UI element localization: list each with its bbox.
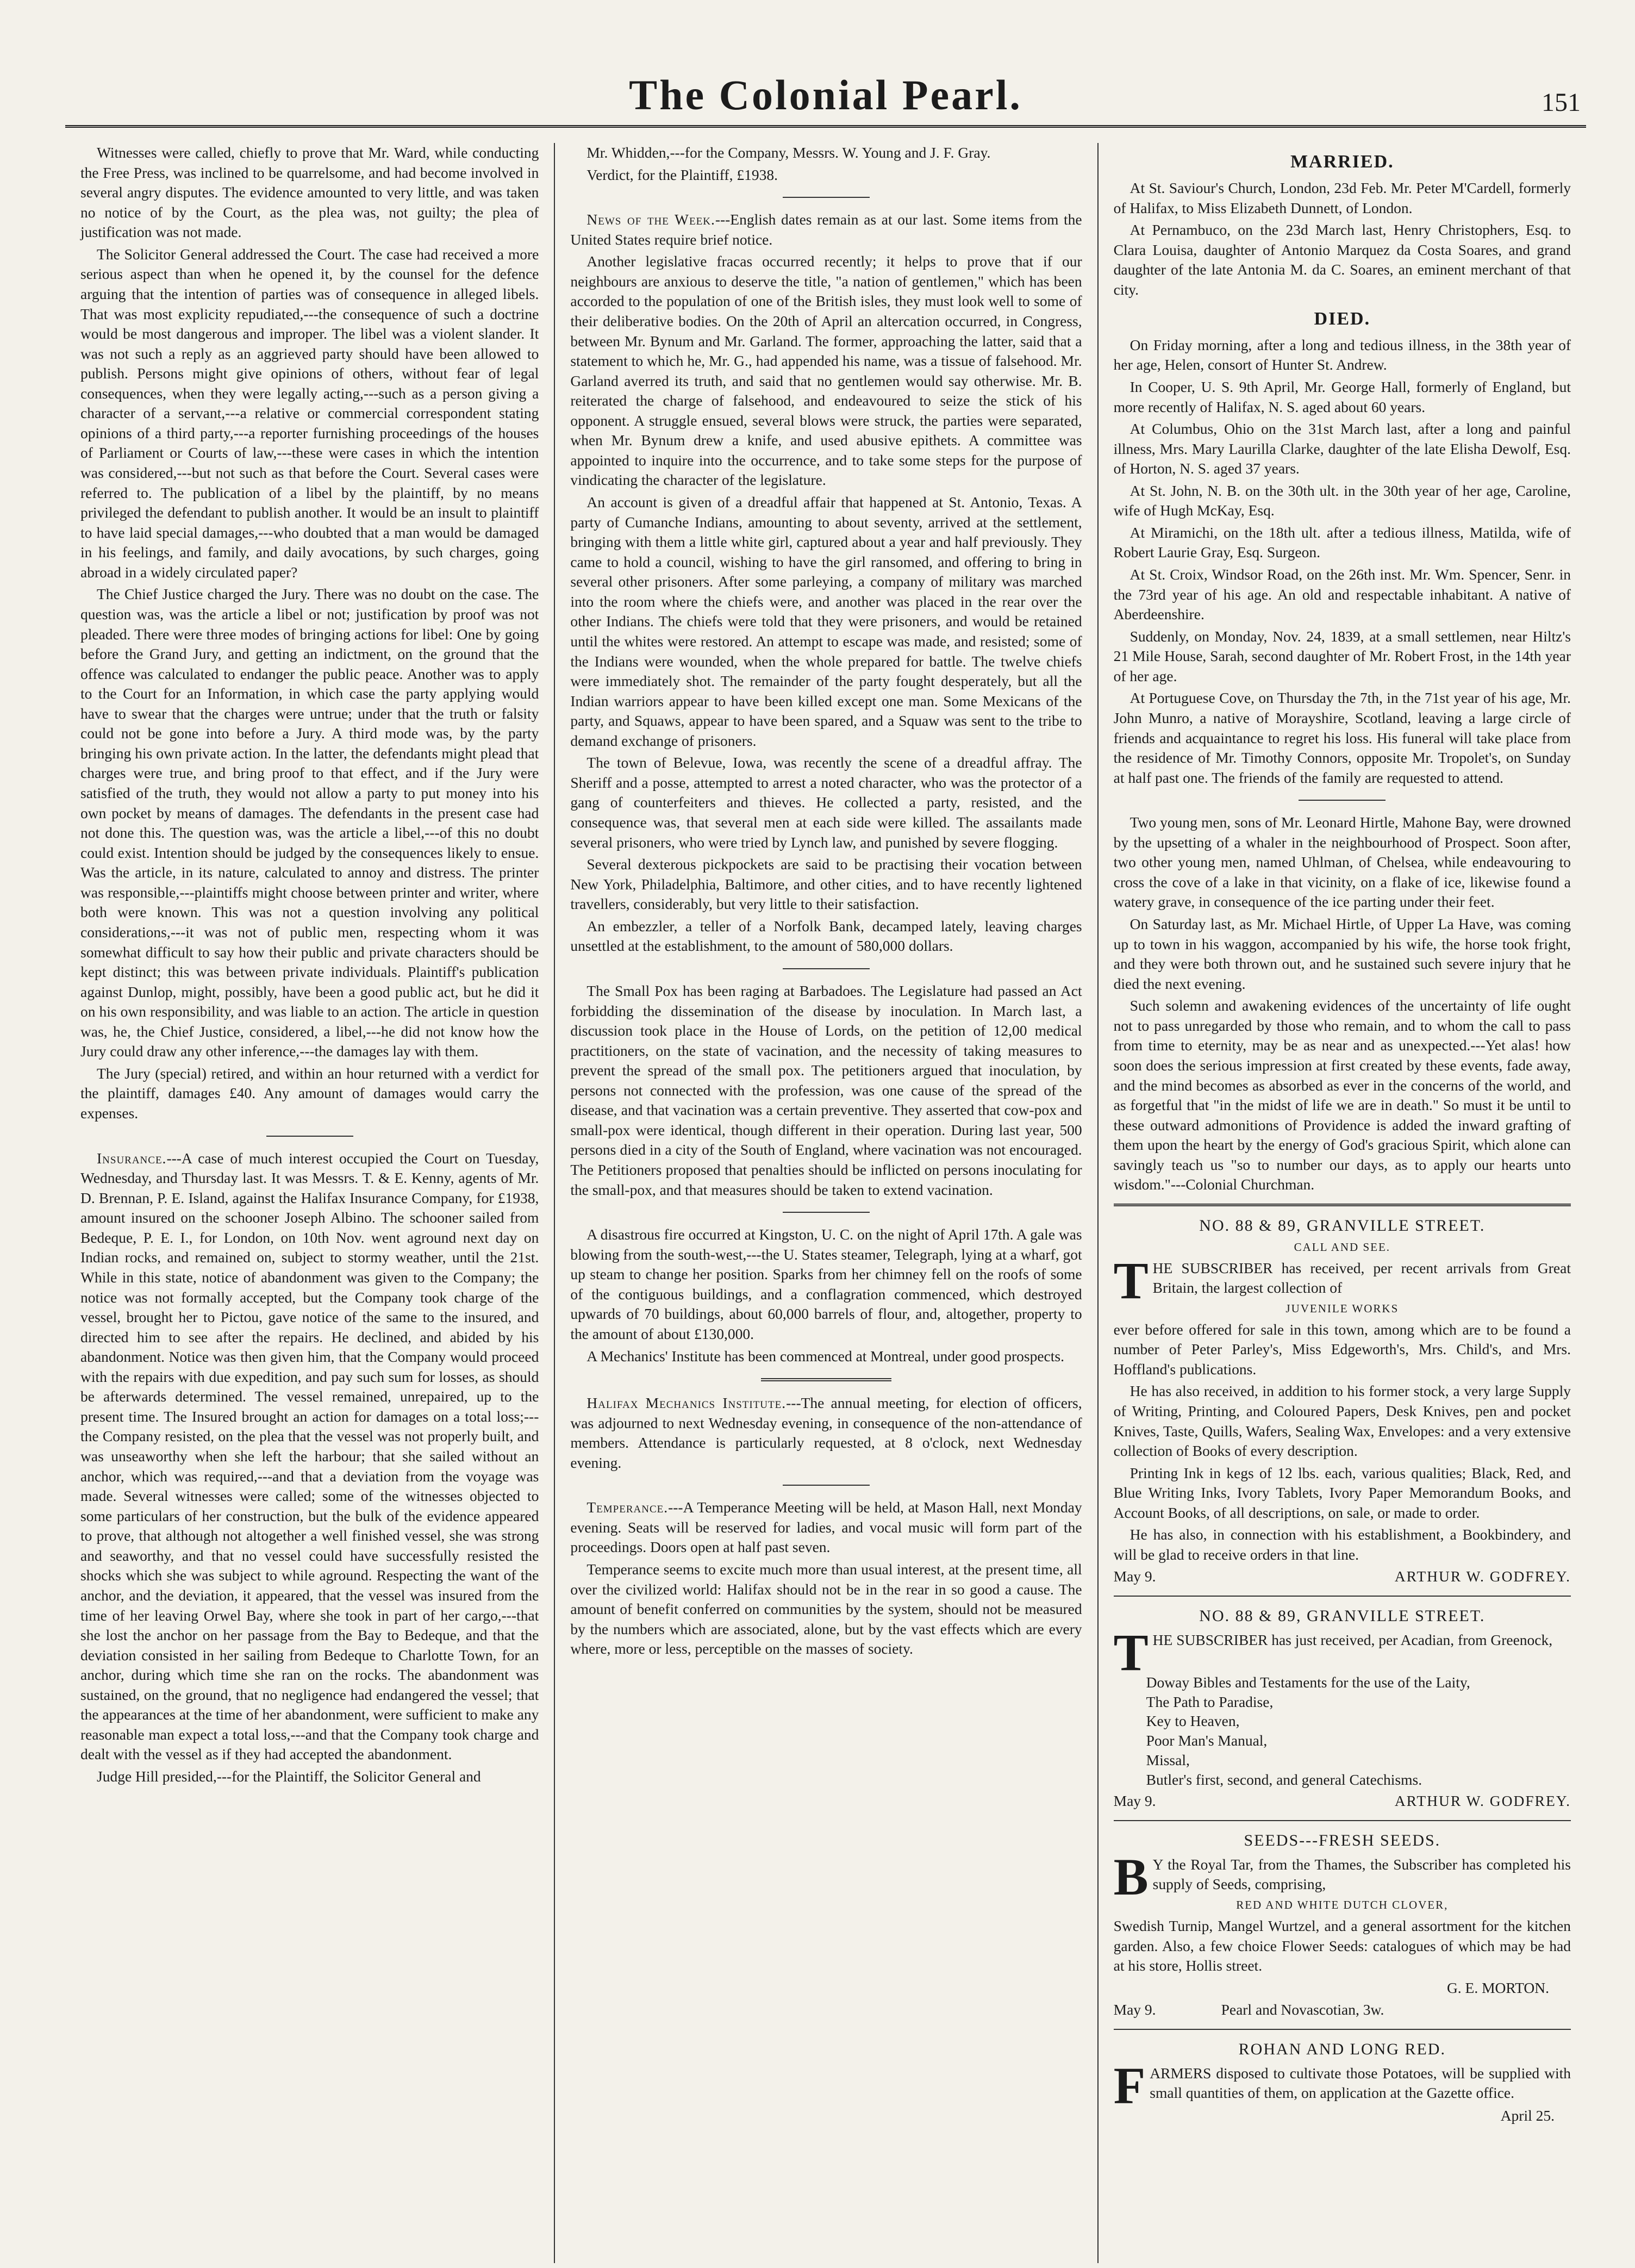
- paragraph: Verdict, for the Plaintiff, £1938.: [586, 166, 778, 183]
- article-heading: Halifax Mechanics Institute.: [586, 1394, 787, 1412]
- drop-cap: F: [1113, 2056, 1146, 2115]
- ad-paragraph: He has also received, in addition to his former stock, a very large Supply of Writing, Printing, and Coloured Papers, Desk Knives, pen and pocket Knives, Taste, Quills, Wafers, Sealing Wax, Envelopes: and a very extensive collection of Books of every description.: [1113, 1382, 1571, 1460]
- drop-cap: T: [1113, 1251, 1149, 1310]
- ad-heading: NO. 88 & 89, GRANVILLE STREET.: [1199, 1216, 1486, 1235]
- section-divider: [1114, 1204, 1571, 1206]
- article-heading: News of the Week.: [586, 211, 715, 228]
- paragraph: A disastrous fire occurred at Kingston, U. C. on the night of April 17th. A gale was blowing from the south-west,---the U. States steamer, Telegraph, lying at a wharf, got up steam to change her position. Sparks from her chimney fell on the roofs of some of the contiguous buildings, and a conflagration commenced, which destroyed upwards of 70 buildings, about 60,000 barrels of flour, and, altogether, property to the amount of about £130,000.: [570, 1226, 1082, 1342]
- book-list: [1146, 1673, 1571, 1790]
- notice: At Columbus, Ohio on the 31st March last, after a long and painful illness, Mrs. Mary Laurilla Clarke, daughter of the late Elisha Dewolf, Esq. of Horton, N. S. aged 37 years.: [1113, 420, 1571, 477]
- ad-subheading: JUVENILE WORKS: [1285, 1301, 1399, 1315]
- masthead: [65, 60, 1586, 128]
- paragraph: Two young men, sons of Mr. Leonard Hirtle, Mahone Bay, were drowned by the upsetting of a whaler in the neighbourhood of Prospect. Soon after, two other young men, named Uhlman, of Chelsea, while endeavouring to cross the cove of a lake in that vicinity, on a flake of ice, likewise found a watery grave, in consequence of the ice parting under their feet.: [1113, 814, 1571, 911]
- ad-advertiser: ARTHUR W. GODFREY.: [1394, 1792, 1571, 1810]
- list-item: Butler's first, second, and general Catechisms.: [1146, 1771, 1422, 1788]
- columns: [65, 143, 1586, 2263]
- ad-paragraph: [1113, 1623, 1571, 1681]
- article-mechanics-institute: [570, 1393, 1082, 1473]
- section-divider: [1114, 1596, 1571, 1597]
- paragraph: Mr. Whidden,---for the Company, Messrs. W. Young and J. F. Gray.: [586, 144, 991, 161]
- paragraph: A Mechanics' Institute has been commenced at Montreal, under good prospects.: [586, 1347, 1064, 1364]
- section-divider: [783, 1485, 870, 1486]
- article-body: ---A case of much interest occupied the Court on Tuesday, Wednesday, and Thursday last. It was Messrs. T. & E. Kenny, agents of Mr. D. Brennan, P. E. Island, against the Halifax Insurance Company, for £1938, amount insured on the schooner Joseph Albino. The schooner sailed from Bedeque, P. E. I., for London, on 10th Nov. went aground next day on Indian rocks, and remained on, subject to stormy weather, until the 21st. While in this state, notice of abandonment was given to the Company; the notice was not formally accepted, but the Company took charge of the vessel, brought her to Pictou, gave notice of the same to the insured, and directed him to see after the repairs. He declined, and abided by his abandonment. Notice was then given him, that the Company would proceed with the repairs with due expedition, and pay such sum for losses, as should be afterwards determined. The vessel remained, unrepaired, up to the present time. The Insured brought an action for damages on a total loss;---the Company resisted, on the plea that the vessel was not properly built, and was unseaworthy when she left the harbour; that she sailed without an anchor, which was required,---and that a deviation from the voyage was made. Several witnesses were called; some of the witnesses objected to some particulars of her construction, but the bulk of the evidence appeared to prove, that although not altogether a well finished vessel, she was strong and seaworthy, and that no vessel could have successfully resisted the shocks which she was subject to while aground. Respecting the want of the anchor, and the deviation, it appeared, that the vessel was insured from the time of her leaving Orwel Bay, where she took in part of her cargo,---that she lost the anchor on her passage from the Bay to Bedeque, and that the deviation consisted in her sailing from Bedeque to Charlotte Town, for an anchor, during which time she ran on the rocks. The abandonment was sustained, on the ground, that no negligence had endangered the vessel; that the appearances at the time of her abandonment, were sufficient to make any reasonable man expect a total loss,---and that the Company took charge and dealt with the vessel as if they had accepted the abandonment.: [80, 1149, 539, 1763]
- ad-date: April 25.: [1500, 2107, 1555, 2124]
- paragraph: Such solemn and awakening evidences of the uncertainty of life ought not to pass unregarded by those who remain, and to whom the call to pass from time to eternity, may be as near and as unexpected.---Yet alas! how soon does the serious impression at first created by these events, fade away, and the mind becomes as absorbed as ever in the concerns of the world, and as forgetful that "in the midst of life we are in death." So must it be until to these outward admonitions of Providence is added the inward grafting of them upon the heart by the energy of God's gracious Spirit, which alone can savingly teach us "so to number our days, as to apply our hearts unto wisdom."---Colonial Churchman.: [1113, 997, 1571, 1193]
- list-item: Missal,: [1146, 1751, 1190, 1768]
- ad-paragraph: He has also, in connection with his establishment, a Bookbindery, and will be glad to receive orders in that line.: [1113, 1526, 1571, 1563]
- ad-subheading: RED AND WHITE DUTCH CLOVER,: [1236, 1898, 1449, 1912]
- notice: At St. Saviour's Church, London, 23d Feb. Mr. Peter M'Cardell, formerly of Halifax, to Miss Elizabeth Dunnett, of London.: [1113, 179, 1571, 216]
- advertisement-godfrey-bibles: [1114, 1605, 1571, 1811]
- advertisement-godfrey-juvenile: [1114, 1215, 1571, 1587]
- paragraph: The Small Pox has been raging at Barbadoes. The Legislature had passed an Act forbidding the dissemination of the disease by inoculation. In March last, a discussion took place in the House of Lords, on the petition of 12,00 medical practitioners, on the state of vacination, and the necessity of taking measures to prevent the spread of the small pox. The petitioners argued that inoculation, by persons not connected with the profession, was one cause of the spread of the disease, and that vacination was a certain preventive. They asserted that cow-pox and small-pox were identical, though different in their operation. During last year, 500 persons died in a city of the South of England, where vacination was not encouraged. The Petitioners proposed that penalties should be inflicted on persons inoculating for the small-pox, and that measures should be taken to extend vacination.: [570, 982, 1082, 1198]
- article-body: ---English dates remain as at our last. Some items from the United States require brief notice.: [570, 211, 1082, 248]
- drop-cap: T: [1113, 1623, 1149, 1681]
- article-heading: Insurance.: [97, 1149, 167, 1167]
- ad-text: ARMERS disposed to cultivate those Potatoes, will be supplied with small quantities of them, on application at the Gazette office.: [1150, 2064, 1571, 2102]
- paragraph: An embezzler, a teller of a Norfolk Bank, decamped lately, leaving charges unsettled at the establishment, to the amount of 580,000 dollars.: [570, 917, 1082, 955]
- article-insurance: [80, 1149, 539, 1765]
- ad-heading: ROHAN AND LONG RED.: [1238, 2040, 1446, 2058]
- ad-date: May 9.: [1113, 1568, 1156, 1585]
- section-divider: [266, 1136, 353, 1137]
- ad-subheading: CALL AND SEE.: [1294, 1240, 1391, 1254]
- notice: Suddenly, on Monday, Nov. 24, 1839, at a small settlemen, near Hiltz's 21 Mile House, Sarah, second daughter of Mr. Robert Frost, in the 14th year of her age.: [1113, 627, 1571, 684]
- notice: At Pernambuco, on the 23d March last, Henry Christophers, Esq. to Clara Louisa, daughter of Antonio Marquez da Costa Soares, and grand daughter of the late Antonia M. da C. Soares, an eminent merchant of that city.: [1113, 221, 1571, 298]
- paragraph: Temperance seems to excite much more than usual interest, at the present time, all over the civilized world: Halifax should not be in the rear in so good a cause. The amount of benefit conferred on communities by the system, should not be measured by the numbers which are associated, alone, but by the vast effects which are every where, more or less, perceptible on the masses of society.: [570, 1561, 1082, 1658]
- article-body: ---The annual meeting, for election of officers, was adjourned to next Wednesday evening, in consequence of the non-attendance of members. Attendance is particularly requested, at 8 o'clock, next Wednesday evening.: [570, 1394, 1082, 1471]
- married-heading: MARRIED.: [1290, 152, 1394, 172]
- ad-text: Y the Royal Tar, from the Thames, the Subscriber has completed his supply of Seeds, comprising,: [1152, 1855, 1571, 1893]
- ad-heading: NO. 88 & 89, GRANVILLE STREET.: [1199, 1607, 1486, 1625]
- section-divider: [1299, 800, 1386, 801]
- advertisement-potatoes: [1114, 2039, 1571, 2126]
- ad-date: May 9.: [1113, 1792, 1156, 1810]
- ad-signature: [1114, 1567, 1571, 1587]
- article-temperance: [570, 1498, 1082, 1557]
- notice: At Portuguese Cove, on Thursday the 7th, in the 71st year of his age, Mr. John Munro, a native of Morayshire, Scotland, leaving a large circle of friends and acquaintance to regret his loss. His funeral will take place from the residence of Mr. Timothy Connors, opposite Mr. Tropolet's, on Sunday at half past one. The friends of the family are requested to attend.: [1113, 689, 1571, 786]
- paragraph: An account is given of a dreadful affair that happened at St. Antonio, Texas. A party of Cumanche Indians, amounting to about seventy, arrived at the settlement, bringing with them a little white girl, captured about a year and half previously. They came to hold a council, wishing to have the girl ransomed, and offering to bring in several other prisoners. After some parleying, a company of military was marched into the room where the chiefs were, and another was placed in the rear over the other Indians. The chiefs were told that they were prisoners, and would be retained until the whites were restored. An attempt to escape was made, and resisted; some of the Indians were wounded, when the whole prepared for battle. The twelve chiefs were immediately shot. The remainder of the party fought desperately, but all the Indian warriors appear to have been killed except one man. Some Mexicans of the party, and Squaws, appear to have been spared, and a Squaw was sent to the tribe to demand exchange of prisoners.: [570, 494, 1082, 749]
- ad-publication-note: Pearl and Novascotian, 3w.: [1221, 2001, 1384, 2018]
- notice: At Miramichi, on the 18th ult. after a tedious illness, Matilda, wife of Robert Laurie Gray, Esq. Surgeon.: [1113, 524, 1571, 561]
- ad-paragraph: [1113, 2056, 1571, 2115]
- column-3: [1097, 143, 1586, 2263]
- section-divider: [761, 1378, 891, 1381]
- section-divider: [1114, 2029, 1571, 2030]
- page-number: 151: [1542, 88, 1581, 117]
- paragraph: The Solicitor General addressed the Court. The case had received a more serious aspect than when he opened it, by the counsel for the defence arguing that the intention of parties was of consequence in alleged libels. That was most explicity repudiated,---the consequence of such a doctrine would be most dangerous and improper. The libel was a violent slander. It was not such a reply as an aggrieved party should have been allowed to publish. Persons might give opinions of others, without fear of legal consequences, when they were legally acting,---such as a person giving a character of a servant,---a relative or commercial correspondent stating opinions of a third party,---a reporter furnishing proceedings of the houses of Parliament or Courts of law,---these were cases in which the intention was considered,---but not such as that before the Court. Several cases were referred to. The publication of a libel by the plaintiff, by no means privileged the defendant to publish another. It would be an insult to plaintiff to have laid special damages,---who doubted that a man would be damaged in his feelings, and family, and daily avocations, by such charges, going abroad in a widely circulated paper?: [80, 245, 539, 581]
- column-1: [65, 143, 554, 2263]
- paragraph: On Saturday last, as Mr. Michael Hirtle, of Upper La Have, was coming up to town in his waggon, accompanied by his wife, the horse took fright, and they were both thrown out, and he sustained such severe injury that he died the next evening.: [1113, 915, 1571, 992]
- section-divider: [783, 968, 870, 969]
- ad-advertiser: G. E. MORTON.: [1446, 1979, 1549, 1996]
- notice: At St. Croix, Windsor Road, on the 26th inst. Mr. Wm. Spencer, Senr. in the 73rd year of his age. An old and respectable inhabitant. A native of Aberdeenshire.: [1113, 566, 1571, 623]
- ad-signature: [1114, 2000, 1571, 2020]
- ad-date: May 9.: [1113, 2001, 1156, 2018]
- article-body: ---A Temperance Meeting will be held, at Mason Hall, next Monday evening. Seats will be reserved for ladies, and vocal music will form part of the proceedings. Doors open at half past seven.: [570, 1499, 1082, 1556]
- ad-paragraph: Printing Ink in kegs of 12 lbs. each, various qualities; Black, Red, and Blue Writing Inks, Ivory Tablets, Ivory Paper Memorandum Books, and Account Books, of all descriptions, on sale, or made to order.: [1113, 1464, 1571, 1521]
- newspaper-title: The Colonial Pearl.: [629, 71, 1022, 119]
- advertisement-seeds: [1114, 1830, 1571, 2020]
- paragraph: Another legislative fracas occurred recently; it helps to prove that if our neighbours are anxious to deserve the title, "a nation of gentlemen," which has been accorded to the population of one of the British isles, they must look well to some of their deliberative bodies. On the 20th of April an altercation occurred, in Congress, between Mr. Bynum and Mr. Garland. The former, approaching the latter, said that a statement to which he, Mr. G., had appended his name, was a tissue of falsehood. Mr. Garland averred its truth, and said that no gentlemen would say otherwise. Mr. B. reiterated the charge of falsehood, and endeavoured to seize the stick of his opponent. A struggle ensued, several blows were struck, the parties were separated, when Mr. Bynum drew a knife, and used abusive epithets. A committee was appointed to inquire into the occurrence, and to take some steps for the purpose of vindicating the character of the legislature.: [570, 253, 1082, 489]
- article-news-of-week: [570, 210, 1082, 250]
- drop-cap: B: [1113, 1847, 1149, 1906]
- paragraph: The Chief Justice charged the Jury. There was no doubt on the case. The question was, was the article a libel or not; justification by proof was not pleaded. There were three modes of bringing actions for libel: One by going before the Grand Jury, and getting an indictment, on the ground that the offence was calculated to endanger the public peace. Another was to apply to the Court for an Information, in which case the party applying would have to swear that the charges were untrue; under that the truth or falsity could not be gone into before a Jury. A third mode was, by the party bringing his own private action. In the latter, the defendants might plead that charges were true, and bring proof to that effect, and if the Jury were satisfied of the truth, they would not allow a party to put money into his own pocket by means of damages. The defendants in the present case had not done this. The question was, was the article a libel,---of this no doubt could exist. Intention should be judged by the consequences likely to ensue. Was the article, in its nature, calculated to annoy and distress. The printer was responsible,---plaintiffs might choose between printer and writer, where both were known. This was not a question involving any political considerations,---it was not of public men, respecting whom it was somewhat difficult to say how their public and private characters should be kept distinct; this was between private individuals. Plaintiff's publication against Dunlop, might, possibly, have been a good public act, but he did it on his own responsibility, and was liable to an action. The article in question was, he, the Chief Justice, considered, a libel,---he did not know how the Jury could draw any other inference,---the damages lay with them.: [80, 585, 539, 1060]
- notice: On Friday morning, after a long and tedious illness, in the 38th year of her age, Helen, consort of Hunter St. Andrew.: [1113, 336, 1571, 373]
- paragraph: Witnesses were called, chiefly to prove that Mr. Ward, while conducting the Free Press, was inclined to be quarrelsome, and had become involved in several angry disputes. The evidence amounted to very little, and was taken no notice of by the Court, as the plea was, not guilty; the plea of justification was not made.: [80, 144, 539, 241]
- section-divider: [1114, 1820, 1571, 1821]
- article-heading: Temperance.: [586, 1499, 669, 1516]
- notice: At St. John, N. B. on the 30th ult. in the 30th year of her age, Caroline, wife of Hugh McKay, Esq.: [1113, 482, 1571, 519]
- section-divider: [783, 1212, 870, 1213]
- paragraph: The Jury (special) retired, and within an hour returned with a verdict for the plaintiff, damages £40. Any amount of damages would carry the expenses.: [80, 1064, 539, 1121]
- list-item: Key to Heaven,: [1146, 1712, 1240, 1730]
- ad-signature: [1114, 1791, 1571, 1811]
- ad-text: HE SUBSCRIBER has received, per recent arrivals from Great Britain, the largest collection of: [1152, 1259, 1571, 1297]
- ad-heading: SEEDS---FRESH SEEDS.: [1244, 1831, 1441, 1849]
- list-item: The Path to Paradise,: [1146, 1693, 1274, 1710]
- paragraph: Several dexterous pickpockets are said to be practising their vocation between New York, Philadelphia, Baltimore, and other cities, and to have recently lightened travellers, considerably, but very little to their satisfaction.: [570, 856, 1082, 913]
- column-2: [554, 143, 1097, 2263]
- notice: In Cooper, U. S. 9th April, Mr. George Hall, formerly of England, but more recently of Halifax, N. S. aged about 60 years.: [1113, 378, 1571, 415]
- list-item: Doway Bibles and Testaments for the use of the Laity,: [1146, 1673, 1470, 1691]
- list-item: Poor Man's Manual,: [1146, 1732, 1268, 1749]
- ad-paragraph: ever before offered for sale in this town, among which are to be found a number of Peter Parley's, Miss Edgeworth's, Mrs. Child's, and Mrs. Hoffland's publications.: [1113, 1320, 1571, 1378]
- paragraph: The town of Belevue, Iowa, was recently the scene of a dreadful affray. The Sheriff and a posse, attempted to arrest a noted character, who was the protector of a gang of counterfeiters and thieves. He collected a party, resisted, and the consequence was, that several men at each side were killed. The assailants made several prisoners, who were tried by Lynch law, and punished by severe flogging.: [570, 754, 1082, 851]
- ad-paragraph: Swedish Turnip, Mangel Wurtzel, and a general assortment for the kitchen garden. Also, a few choice Flower Seeds: catalogues of which may be had at his store, Hollis street.: [1113, 1917, 1571, 1974]
- section-divider: [783, 197, 870, 198]
- died-heading: DIED.: [1314, 308, 1371, 329]
- ad-advertiser: ARTHUR W. GODFREY.: [1394, 1568, 1571, 1585]
- paragraph: Judge Hill presided,---for the Plaintiff, the Solicitor General and: [97, 1768, 481, 1785]
- ad-text: HE SUBSCRIBER has just received, per Acadian, from Greenock,: [1152, 1631, 1553, 1648]
